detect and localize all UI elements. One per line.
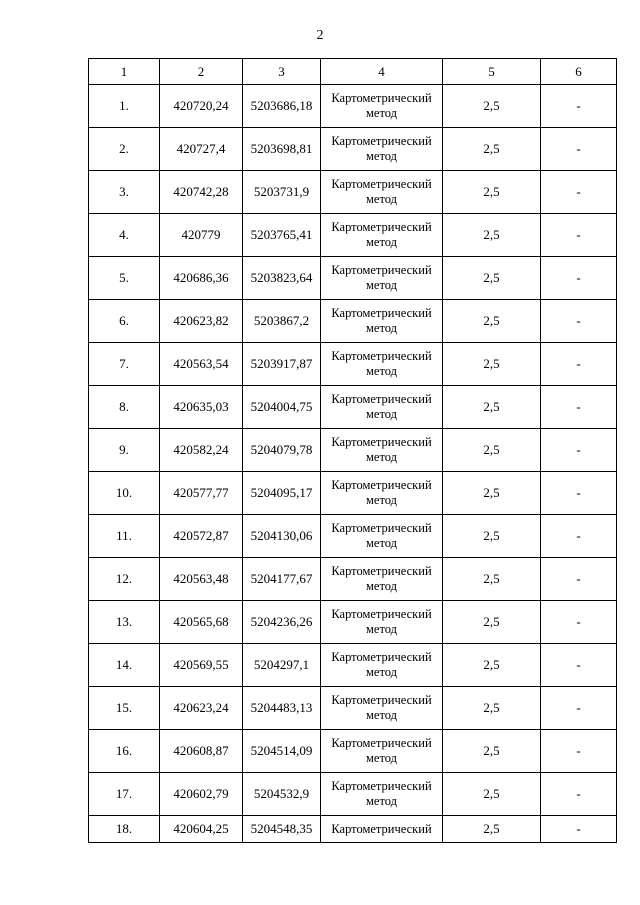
method-cell: Картометрический метод	[321, 214, 443, 257]
point-number-cell: 7.	[89, 343, 160, 386]
accuracy-cell: 2,5	[443, 171, 541, 214]
x-coordinate-cell: 420602,79	[160, 773, 243, 816]
method-cell: Картометрический метод	[321, 128, 443, 171]
note-cell: -	[541, 257, 617, 300]
x-coordinate-cell: 420569,55	[160, 644, 243, 687]
table-row	[89, 128, 617, 171]
y-coordinate-cell: 5204079,78	[243, 429, 321, 472]
point-number-cell: 2.	[89, 128, 160, 171]
point-number-cell: 15.	[89, 687, 160, 730]
y-coordinate-cell: 5204297,1	[243, 644, 321, 687]
x-coordinate-cell: 420565,68	[160, 601, 243, 644]
y-coordinate-cell: 5203823,64	[243, 257, 321, 300]
note-cell: -	[541, 85, 617, 128]
table-row	[89, 85, 617, 128]
x-coordinate-cell: 420727,4	[160, 128, 243, 171]
table-row	[89, 816, 617, 843]
point-number-cell: 11.	[89, 515, 160, 558]
column-header: 3	[243, 59, 321, 85]
table-row	[89, 429, 617, 472]
method-cell: Картометрический метод	[321, 515, 443, 558]
point-number-cell: 17.	[89, 773, 160, 816]
y-coordinate-cell: 5203867,2	[243, 300, 321, 343]
x-coordinate-cell: 420686,36	[160, 257, 243, 300]
accuracy-cell: 2,5	[443, 343, 541, 386]
point-number-cell: 8.	[89, 386, 160, 429]
table-row	[89, 257, 617, 300]
accuracy-cell: 2,5	[443, 85, 541, 128]
x-coordinate-cell: 420623,24	[160, 687, 243, 730]
x-coordinate-cell: 420582,24	[160, 429, 243, 472]
table-row	[89, 687, 617, 730]
table-row	[89, 300, 617, 343]
point-number-cell: 16.	[89, 730, 160, 773]
x-coordinate-cell: 420742,28	[160, 171, 243, 214]
column-header: 1	[89, 59, 160, 85]
note-cell: -	[541, 300, 617, 343]
y-coordinate-cell: 5203731,9	[243, 171, 321, 214]
table-header-row	[89, 59, 617, 85]
y-coordinate-cell: 5203765,41	[243, 214, 321, 257]
table-row	[89, 386, 617, 429]
method-cell: Картометрический метод	[321, 687, 443, 730]
table-row	[89, 601, 617, 644]
method-cell: Картометрический метод	[321, 257, 443, 300]
x-coordinate-cell: 420720,24	[160, 85, 243, 128]
accuracy-cell: 2,5	[443, 730, 541, 773]
note-cell: -	[541, 687, 617, 730]
method-cell: Картометрический метод	[321, 300, 443, 343]
accuracy-cell: 2,5	[443, 300, 541, 343]
note-cell: -	[541, 128, 617, 171]
x-coordinate-cell: 420563,48	[160, 558, 243, 601]
table-row	[89, 558, 617, 601]
x-coordinate-cell: 420572,87	[160, 515, 243, 558]
accuracy-cell: 2,5	[443, 687, 541, 730]
method-cell: Картометрический метод	[321, 730, 443, 773]
note-cell: -	[541, 644, 617, 687]
note-cell: -	[541, 773, 617, 816]
y-coordinate-cell: 5204130,06	[243, 515, 321, 558]
y-coordinate-cell: 5204004,75	[243, 386, 321, 429]
note-cell: -	[541, 171, 617, 214]
point-number-cell: 10.	[89, 472, 160, 515]
y-coordinate-cell: 5204483,13	[243, 687, 321, 730]
method-cell: Картометрический метод	[321, 472, 443, 515]
note-cell: -	[541, 214, 617, 257]
column-header: 4	[321, 59, 443, 85]
table-row	[89, 515, 617, 558]
y-coordinate-cell: 5204514,09	[243, 730, 321, 773]
x-coordinate-cell: 420608,87	[160, 730, 243, 773]
note-cell: -	[541, 472, 617, 515]
x-coordinate-cell: 420577,77	[160, 472, 243, 515]
accuracy-cell: 2,5	[443, 472, 541, 515]
note-cell: -	[541, 558, 617, 601]
point-number-cell: 9.	[89, 429, 160, 472]
point-number-cell: 14.	[89, 644, 160, 687]
table-row	[89, 171, 617, 214]
method-cell: Картометрический метод	[321, 558, 443, 601]
x-coordinate-cell: 420635,03	[160, 386, 243, 429]
note-cell: -	[541, 601, 617, 644]
accuracy-cell: 2,5	[443, 558, 541, 601]
method-cell: Картометрический метод	[321, 773, 443, 816]
column-header: 2	[160, 59, 243, 85]
accuracy-cell: 2,5	[443, 429, 541, 472]
x-coordinate-cell: 420623,82	[160, 300, 243, 343]
method-cell: Картометрический метод	[321, 644, 443, 687]
y-coordinate-cell: 5203686,18	[243, 85, 321, 128]
method-cell: Картометрический	[321, 816, 443, 843]
point-number-cell: 3.	[89, 171, 160, 214]
accuracy-cell: 2,5	[443, 601, 541, 644]
y-coordinate-cell: 5203917,87	[243, 343, 321, 386]
y-coordinate-cell: 5203698,81	[243, 128, 321, 171]
note-cell: -	[541, 429, 617, 472]
accuracy-cell: 2,5	[443, 257, 541, 300]
method-cell: Картометрический метод	[321, 171, 443, 214]
table-row	[89, 214, 617, 257]
method-cell: Картометрический метод	[321, 386, 443, 429]
accuracy-cell: 2,5	[443, 773, 541, 816]
point-number-cell: 12.	[89, 558, 160, 601]
table-row	[89, 472, 617, 515]
table-row	[89, 730, 617, 773]
note-cell: -	[541, 515, 617, 558]
x-coordinate-cell: 420779	[160, 214, 243, 257]
note-cell: -	[541, 343, 617, 386]
x-coordinate-cell: 420604,25	[160, 816, 243, 843]
method-cell: Картометрический метод	[321, 429, 443, 472]
y-coordinate-cell: 5204532,9	[243, 773, 321, 816]
method-cell: Картометрический метод	[321, 85, 443, 128]
y-coordinate-cell: 5204548,35	[243, 816, 321, 843]
table-row	[89, 343, 617, 386]
accuracy-cell: 2,5	[443, 128, 541, 171]
accuracy-cell: 2,5	[443, 816, 541, 843]
y-coordinate-cell: 5204095,17	[243, 472, 321, 515]
note-cell: -	[541, 730, 617, 773]
column-header: 5	[443, 59, 541, 85]
page-number: 2	[316, 28, 324, 43]
x-coordinate-cell: 420563,54	[160, 343, 243, 386]
method-cell: Картометрический метод	[321, 343, 443, 386]
accuracy-cell: 2,5	[443, 214, 541, 257]
accuracy-cell: 2,5	[443, 386, 541, 429]
accuracy-cell: 2,5	[443, 644, 541, 687]
column-header: 6	[541, 59, 617, 85]
table-row	[89, 773, 617, 816]
point-number-cell: 4.	[89, 214, 160, 257]
table-row	[89, 644, 617, 687]
note-cell: -	[541, 816, 617, 843]
method-cell: Картометрический метод	[321, 601, 443, 644]
note-cell: -	[541, 386, 617, 429]
point-number-cell: 13.	[89, 601, 160, 644]
accuracy-cell: 2,5	[443, 515, 541, 558]
point-number-cell: 18.	[89, 816, 160, 843]
coordinates-table	[88, 58, 617, 843]
point-number-cell: 1.	[89, 85, 160, 128]
point-number-cell: 6.	[89, 300, 160, 343]
y-coordinate-cell: 5204177,67	[243, 558, 321, 601]
point-number-cell: 5.	[89, 257, 160, 300]
y-coordinate-cell: 5204236,26	[243, 601, 321, 644]
